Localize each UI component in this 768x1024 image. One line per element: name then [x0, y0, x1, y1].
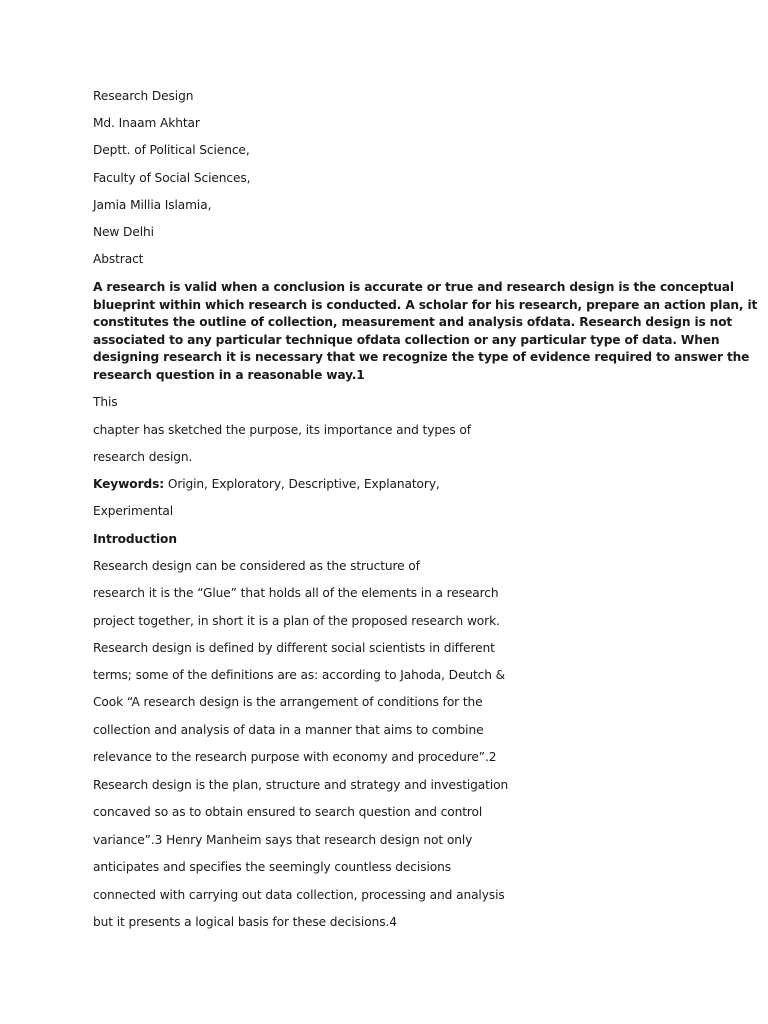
body-line: research design. [93, 450, 193, 464]
intro-line: Research design is defined by different social scientists in different [93, 641, 495, 655]
abstract-line: constitutes the outline of collection, measurement and analysis ofdata. Research design is not [93, 315, 733, 330]
abstract-line: A research is valid when a conclusion is accurate or true and research design is the conceptual [93, 280, 734, 294]
intro-line: terms; some of the definitions are as: according to Jahoda, Deutch & [93, 668, 506, 682]
abstract-line: blueprint within which research is conducted. A scholar for his research, prepare an action plan, it [93, 297, 758, 312]
intro-line: collection and analysis of data in a manner that aims to combine [93, 723, 484, 737]
intro-line: relevance to the research purpose with economy and procedure”.2 [93, 750, 497, 764]
author-faculty: Faculty of Social Sciences, [93, 171, 251, 185]
introduction-heading: Introduction [93, 532, 177, 546]
abstract-line: research question in a reasonable way.1 [93, 367, 365, 382]
author-department: Deptt. of Political Science, [93, 143, 250, 157]
keywords-continued: Experimental [93, 504, 174, 518]
keywords-line [93, 476, 440, 492]
author-name: Md. Inaam Akhtar [93, 116, 200, 130]
author-university: Jamia Millia Islamia, [93, 198, 212, 212]
intro-line: but it presents a logical basis for these decisions.4 [93, 915, 397, 929]
body-line: chapter has sketched the purpose, its importance and types of [93, 423, 471, 437]
intro-line: research it is the “Glue” that holds all of the elements in a research [93, 586, 499, 600]
body-line: This [93, 395, 118, 409]
keywords-text: Origin, Exploratory, Descriptive, Explanatory, [164, 477, 440, 491]
intro-line: Research design is the plan, structure and strategy and investigation [93, 778, 509, 792]
abstract-paragraph [93, 279, 758, 385]
document-title: Research Design [93, 89, 194, 103]
intro-line: Research design can be considered as the structure of [93, 559, 420, 573]
intro-line: anticipates and specifies the seemingly countless decisions [93, 860, 451, 874]
intro-line: concaved so as to obtain ensured to search question and control [93, 805, 483, 819]
keywords-label: Keywords: [93, 477, 165, 491]
intro-line: Cook “A research design is the arrangement of conditions for the [93, 695, 483, 709]
abstract-heading: Abstract [93, 252, 144, 266]
intro-line: project together, in short it is a plan of the proposed research work. [93, 614, 500, 628]
abstract-line: associated to any particular technique ofdata collection or any particular type of data. When [93, 332, 720, 347]
intro-line: variance”.3 Henry Manheim says that research design not only [93, 833, 473, 847]
intro-line: connected with carrying out data collection, processing and analysis [93, 888, 505, 902]
author-city: New Delhi [93, 225, 154, 239]
abstract-line: designing research it is necessary that we recognize the type of evidence required to answer the [93, 350, 750, 365]
